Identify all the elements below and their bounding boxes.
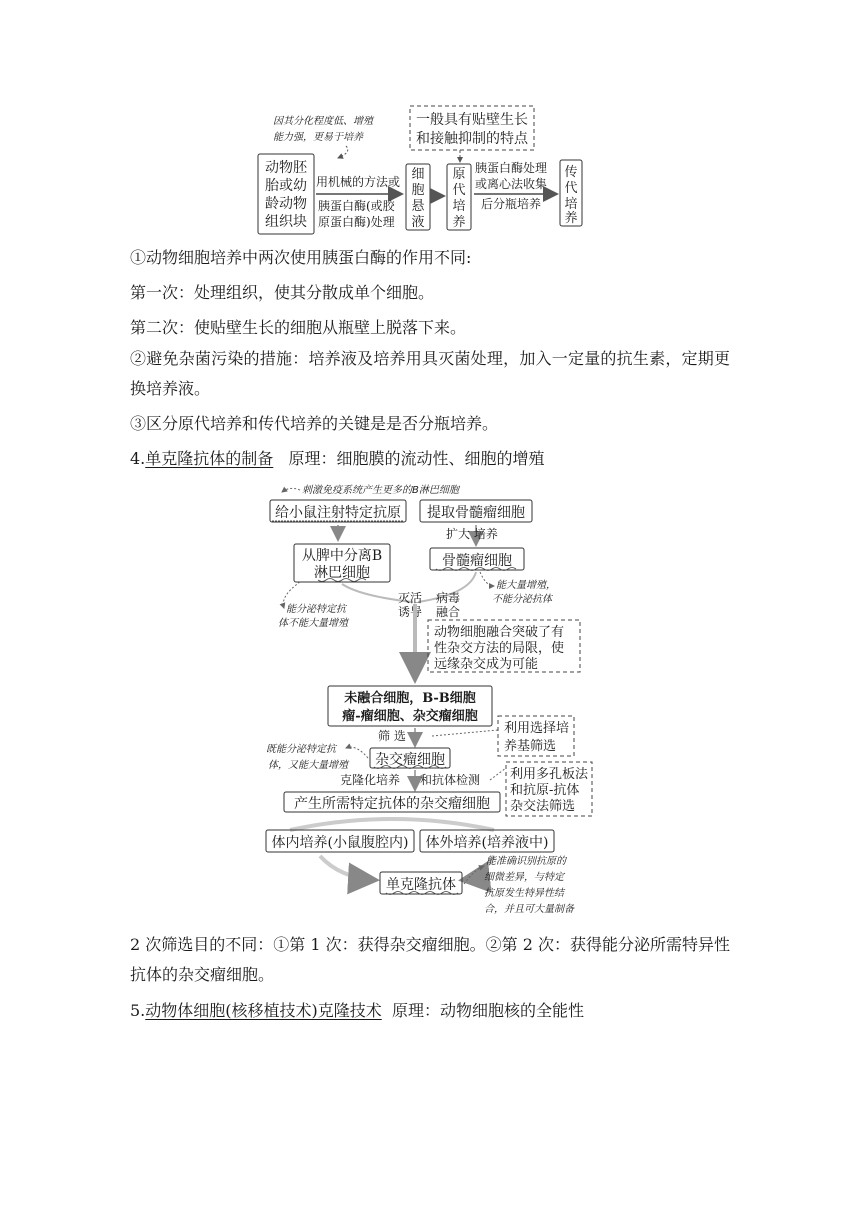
note-line: 因其分化程度低、增殖 — [273, 116, 373, 127]
section-principle: 原理：细胞膜的流动性、细胞的增殖 — [288, 449, 545, 468]
expand-culture-label: 扩大 培养 — [446, 527, 498, 541]
box-text: 淋巴细胞 — [314, 565, 370, 581]
note-trypsin-uses: ①动物细胞培养中两次使用胰蛋白酶的作用不同: — [130, 248, 472, 267]
hand-note-myeloma: 能大量增殖， — [496, 580, 556, 591]
arrow-label: 胰蛋白酶处理 — [475, 161, 548, 175]
box-text: 液 — [411, 215, 425, 230]
box-text: 体外培养(培养液中) — [425, 835, 549, 851]
note-line: 性杂交方法的局限，使 — [434, 641, 565, 656]
hand-note-hybridoma: 既能分泌特定抗 — [266, 744, 336, 755]
note-contamination: ②避免杂菌污染的措施：培养液及培养用具灭菌处理，加入一定量的抗生素，定期更换培养液。 — [130, 349, 730, 398]
box-text: 培 — [564, 197, 578, 212]
box-text: 杂交瘤细胞 — [375, 752, 445, 768]
note-line: 杂交法筛选 — [510, 799, 576, 814]
section-principle: 原理：动物细胞核的全能性 — [391, 1001, 584, 1020]
box-text: 骨髓瘤细胞 — [442, 553, 512, 569]
box-text: 瘤-瘤细胞、杂交瘤细胞 — [342, 709, 478, 724]
box-text: 原 — [452, 167, 466, 182]
note-line: 和抗原-抗体 — [510, 783, 580, 798]
arrow-label: 原蛋白酶)处理 — [318, 215, 395, 229]
hand-note-stimulate: 刺激免疫系统产生更多的B淋巴细胞 — [302, 485, 459, 496]
note-line: 和接触抑制的特点 — [416, 131, 528, 147]
box-text: 组织块 — [265, 214, 307, 230]
section-5-heading — [130, 1000, 584, 1022]
section-number: 5. — [130, 1001, 146, 1020]
box-text: 代 — [452, 183, 466, 198]
monoclonal-antibody-flowchart — [0, 470, 860, 930]
note-distinguish: ③区分原代培养和传代培养的关键是是否分瓶培养。 — [130, 414, 499, 433]
box-text: 胎或幼 — [265, 178, 307, 194]
section-number: 4. — [130, 449, 146, 468]
note-line: 一般具有贴壁生长 — [416, 112, 528, 128]
box-text: 传 — [564, 165, 578, 180]
note-second-use: 第二次：使贴壁生长的细胞从瓶壁上脱落下来。 — [130, 318, 467, 337]
box-text: 培 — [452, 199, 466, 214]
screen-purpose-text: 2 次筛选目的不同：①第 1 次：获得杂交瘤细胞。②第 2 次：获得能分泌所需特异性抗体的杂交瘤细胞。 — [130, 935, 730, 984]
hand-note-mab: 抗原发生特异性结 — [484, 888, 564, 899]
arrow-label: 后分瓶培养 — [481, 197, 542, 211]
note-first-use: 第一次：处理组织，使其分散成单个细胞。 — [130, 283, 435, 302]
fusion-label: 灭活 — [398, 591, 423, 605]
note-line: 利用多孔板法 — [510, 767, 589, 782]
hand-note-mab: 合，并且可大量制备 — [484, 904, 574, 915]
box-text: 给小鼠注射特定抗原 — [275, 505, 401, 521]
hand-note-myeloma: 不能分泌抗体 — [492, 594, 552, 605]
hand-note-mab: 细微差异，与特定 — [484, 872, 564, 883]
box-text: 养 — [564, 211, 578, 226]
detect-label: 和抗体检测 — [420, 773, 481, 787]
box-text: 悬 — [411, 199, 425, 214]
box-text: 单克隆抗体 — [386, 877, 456, 893]
box-text: 产生所需特定抗体的杂交瘤细胞 — [294, 796, 490, 812]
box-text: 体内培养(小鼠腹腔内) — [271, 835, 409, 851]
note-line: 养基筛选 — [504, 739, 557, 754]
cell-culture-flowchart — [0, 0, 860, 240]
clone-label: 克隆化培养 — [340, 773, 401, 787]
box-text: 胞 — [411, 183, 425, 198]
hand-note-b-cell: 能分泌特定抗 — [286, 604, 346, 615]
screen-label: 筛 选 — [378, 729, 406, 743]
section-title: 动物体细胞(核移植技术)克隆技术 — [145, 1001, 382, 1020]
arrow-label: 用机械的方法或 — [316, 175, 401, 189]
box-text: 龄动物 — [265, 196, 307, 212]
hand-note-mab: 能准确识别抗原的 — [486, 856, 566, 867]
box-text: 动物胚 — [265, 160, 307, 176]
box-text: 养 — [452, 215, 466, 230]
fusion-label: 病毒 — [436, 591, 461, 605]
box-text: 细 — [411, 167, 425, 182]
box-text: 从脾中分离B — [301, 548, 383, 564]
fusion-label: 诱导 — [398, 605, 423, 619]
arrow-label: 或离心法收集 — [475, 177, 548, 191]
note-line: 利用选择培 — [504, 721, 570, 736]
arrow-label: 胰蛋白酶(或胶 — [318, 199, 395, 213]
note-line: 远缘杂交成为可能 — [434, 657, 539, 672]
box-text: 提取骨髓瘤细胞 — [427, 505, 525, 521]
note-arrow — [338, 146, 348, 158]
box-text: 未融合细胞，B-B细胞 — [344, 691, 476, 706]
hand-note-b-cell: 体不能大量增殖 — [278, 618, 348, 629]
note-line: 动物细胞融合突破了有 — [434, 625, 565, 640]
hand-note-hybridoma: 体，又能大量增殖 — [268, 760, 348, 771]
note-line: 能力强，更易于培养 — [273, 132, 363, 143]
section-4-heading — [130, 448, 545, 470]
section-title: 单克隆抗体的制备 — [145, 449, 274, 468]
box-text: 代 — [564, 181, 578, 196]
handwritten-note-low-differentiation — [273, 115, 375, 143]
fusion-label: 融合 — [436, 605, 461, 619]
